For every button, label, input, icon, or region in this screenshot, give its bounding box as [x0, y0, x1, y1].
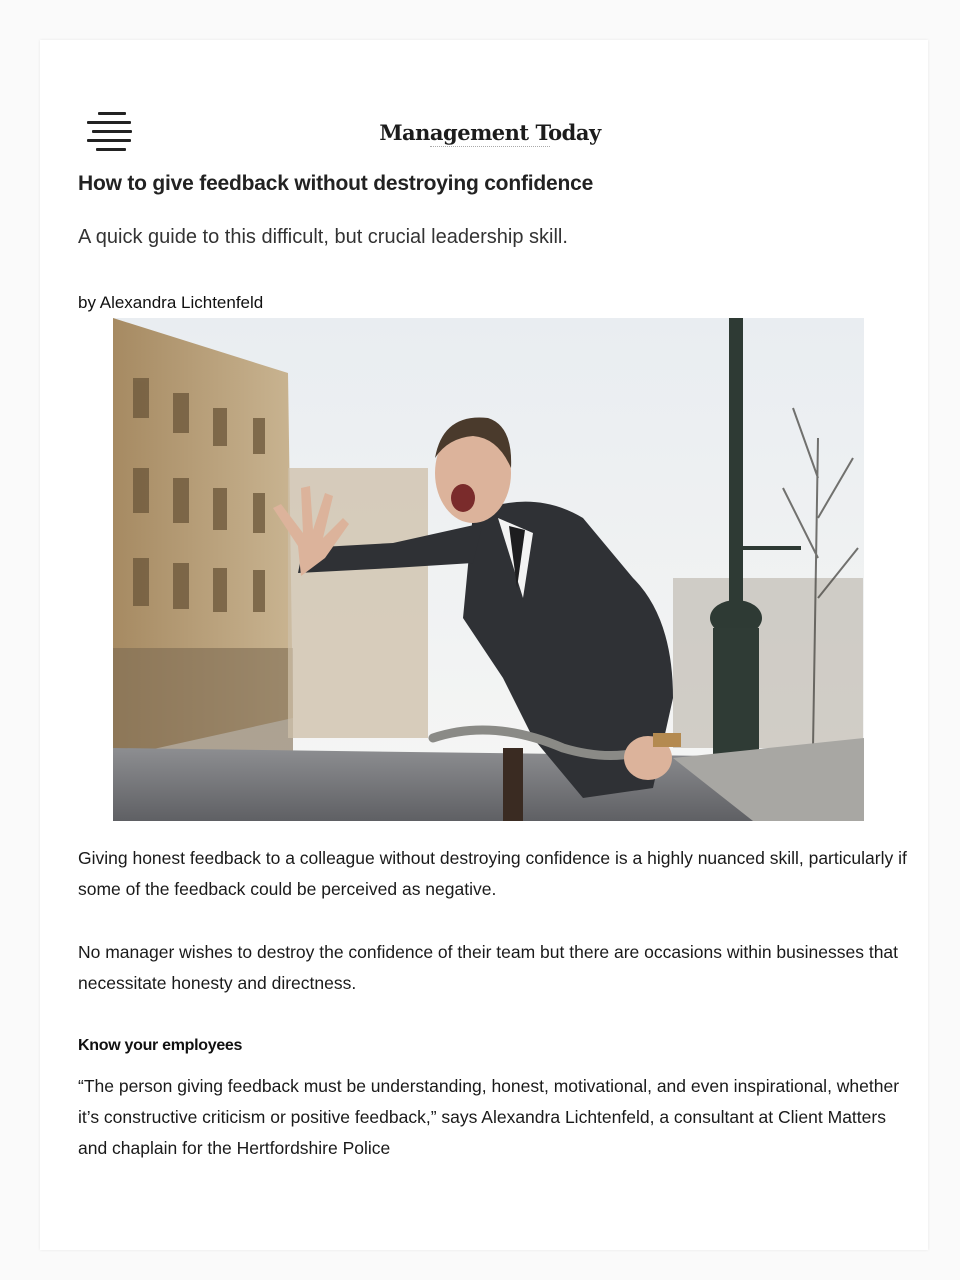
- article-paragraph: “The person giving feedback must be understanding, honest, motivational, and even inspirational, whether it’s constructive criticism or positive feedback,” says Alexandra Lichtenfeld, a consultant at Client Matters and chaplain for the Hertfordshire Police: [78, 1076, 900, 1158]
- section-subheading: Know your employees: [78, 1037, 243, 1054]
- brand-underline: [430, 146, 550, 149]
- menu-icon[interactable]: [82, 112, 138, 154]
- masthead[interactable]: [360, 120, 620, 149]
- article-headline: How to give feedback without destroying confidence: [78, 172, 594, 195]
- article-paragraph: No manager wishes to destroy the confidence of their team but there are occasions within businesses that necessitate honesty and directness.: [78, 942, 899, 993]
- hero-image: [113, 318, 864, 821]
- article-byline: by Alexandra Lichtenfeld: [78, 293, 264, 312]
- brand-logo[interactable]: Management Today: [379, 120, 601, 145]
- article-standfirst: A quick guide to this difficult, but crucial leadership skill.: [78, 226, 568, 248]
- article-paragraph: Giving honest feedback to a colleague without destroying confidence is a highly nuanced skill, particularly if some of the feedback could be perceived as negative.: [78, 848, 907, 899]
